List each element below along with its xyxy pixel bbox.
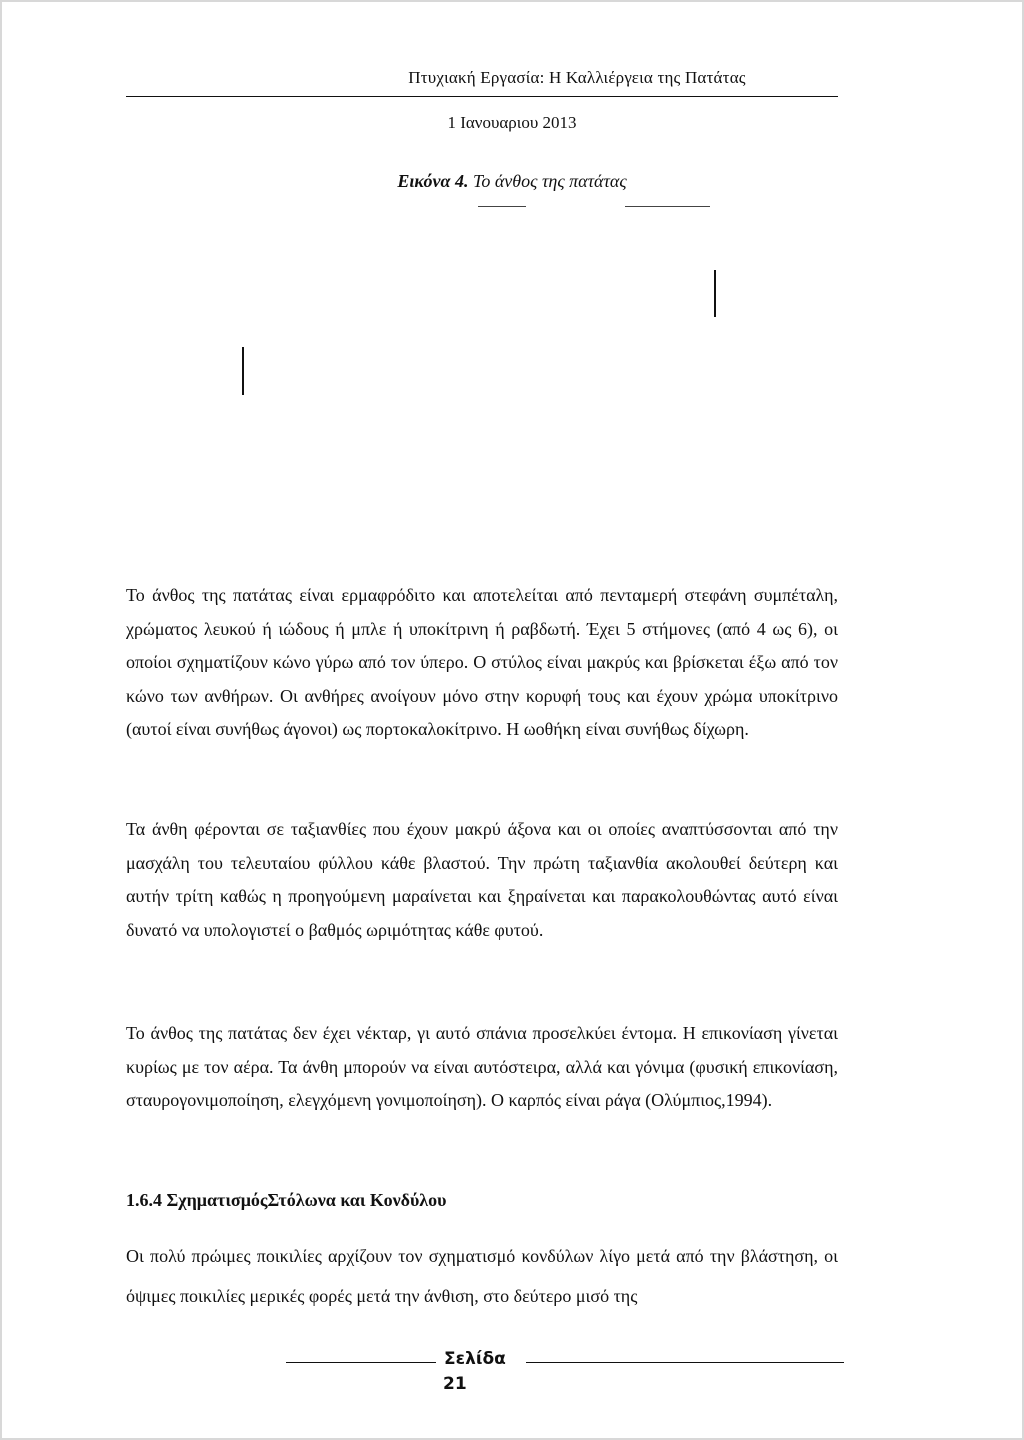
header-divider (126, 96, 838, 97)
figure-image-area (126, 220, 838, 550)
body-paragraph-3: Το άνθος της πατάτας δεν έχει νέκταρ, γι αυτό σπάνια προσελκύει έντομα. Η επικονίαση γίνεται κυρίως με τον αέρα. Τα άνθη μπορούν να είναι αυτόστειρα, αλλά και γόνιμα (φυσική επικονίαση, σταυρογονιμοποίηση, ελεγχόμενη γονιμοποίηση). Ο καρπός είναι ράγα (Ολύμπιος,1994). (126, 1023, 838, 1111)
section-heading: 1.6.4 ΣχηματισμόςΣτόλωνα και Κονδύλου (126, 1190, 447, 1210)
footer-page-label: Σελίδα (444, 1349, 506, 1369)
footer-divider-left (286, 1362, 436, 1363)
figure-mark-right (714, 270, 716, 317)
footer-page-number: 21 (443, 1374, 467, 1394)
figure-caption (0, 171, 1024, 192)
figure-caption-text: Το άνθος της πατάτας (472, 171, 627, 191)
section-paragraph: Οι πολύ πρώιμες ποικιλίες αρχίζουν τον σχηματισμό κονδύλων λίγο μετά από την βλάστηση, οι όψιμες ποικιλίες μερικές φορές μετά την άνθιση, στο δεύτερο μισό της (126, 1246, 838, 1306)
header-date: 1 Ιανουαριου 2013 (447, 113, 577, 132)
caption-underline-right (625, 206, 710, 207)
running-header-title: Πτυχιακή Εργασία: Η Καλλιέργεια της Πατάτας (408, 68, 746, 87)
body-paragraph-2: Τα άνθη φέρονται σε ταξιανθίες που έχουν μακρύ άξονα και οι οποίες αναπτύσσονται από την μασχάλη του τελευταίου φύλλου κάθε βλαστού. Την πρώτη ταξιανθία ακολουθεί δεύτερη και αυτήν τρίτη καθώς η προηγούμενη μαραίνεται και ξηραίνεται και παρακολουθώντας αυτό είναι δυνατό να υπολογιστεί ο βαθμός ωριμότητας κάθε φυτού. (126, 819, 838, 940)
figure-mark-left (242, 347, 244, 395)
caption-underline-left (478, 206, 526, 207)
figure-label: Εικόνα 4. (397, 171, 469, 191)
footer-divider-right (526, 1362, 844, 1363)
body-paragraph-1: Το άνθος της πατάτας είναι ερμαφρόδιτο και αποτελείται από πενταμερή στεφάνη συμπέταλη, χρώματος λευκού ή ιώδους ή μπλε ή υποκίτρινη ή ραβδωτή. Έχει 5 στήμονες (από 4 ως 6), οι οποίοι σχηματίζουν κώνο γύρω από τον ύπερο. Ο στύλος είναι μακρύς και βρίσκεται έξω από τον κώνο των ανθήρων. Οι ανθήρες ανοίγουν μόνο στην κορυφή τους και έχουν χρώμα υποκίτρινο (αυτοί είναι συνήθως άγονοι) ως πορτοκαλοκίτρινο. Η ωοθήκη είναι συνήθως δίχωρη. (126, 585, 838, 740)
